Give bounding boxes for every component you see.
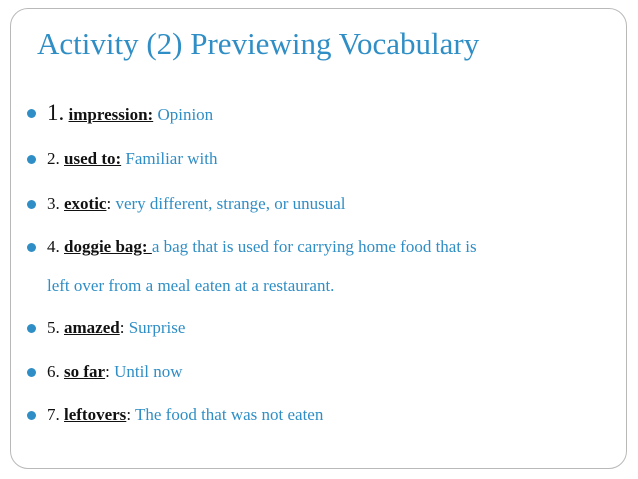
item-number: 5. xyxy=(47,318,60,337)
item-separator: : xyxy=(105,362,115,381)
item-term: leftovers xyxy=(64,405,127,424)
item-separator: : xyxy=(126,405,135,424)
bullet-icon xyxy=(27,200,36,209)
item-number: 1. xyxy=(47,100,65,125)
item-definition: Opinion xyxy=(157,105,214,124)
item-definition: Familiar with xyxy=(125,149,218,168)
item-term: used to: xyxy=(64,149,122,168)
bullet-icon xyxy=(27,155,36,164)
slide-title: Activity (2) Previewing Vocabulary xyxy=(37,26,480,61)
item-term: impression: xyxy=(68,105,154,124)
item-separator: : xyxy=(106,194,116,213)
item-term: amazed xyxy=(64,318,120,337)
item-number: 7. xyxy=(47,405,60,424)
item-definition-continued: left over from a meal eaten at a restaurant. xyxy=(47,276,335,295)
bullet-icon xyxy=(27,368,36,377)
item-definition: The food that was not eaten xyxy=(134,405,324,424)
item-separator: : xyxy=(119,318,129,337)
item-definition: Surprise xyxy=(128,318,186,337)
item-number: 3. xyxy=(47,194,60,213)
bullet-icon xyxy=(27,324,36,333)
bullet-icon xyxy=(27,243,36,252)
bullet-icon xyxy=(27,109,36,118)
item-term: so far xyxy=(64,362,106,381)
item-number: 6. xyxy=(47,362,60,381)
bullet-icon xyxy=(27,411,36,420)
item-number: 4. xyxy=(47,237,60,256)
item-term: doggie bag: xyxy=(64,237,152,256)
item-definition: Until now xyxy=(114,362,183,381)
item-definition: very different, strange, or unusual xyxy=(115,194,346,213)
item-term: exotic xyxy=(64,194,107,213)
item-number: 2. xyxy=(47,149,60,168)
item-definition: a bag that is used for carrying home food that is xyxy=(151,237,477,256)
